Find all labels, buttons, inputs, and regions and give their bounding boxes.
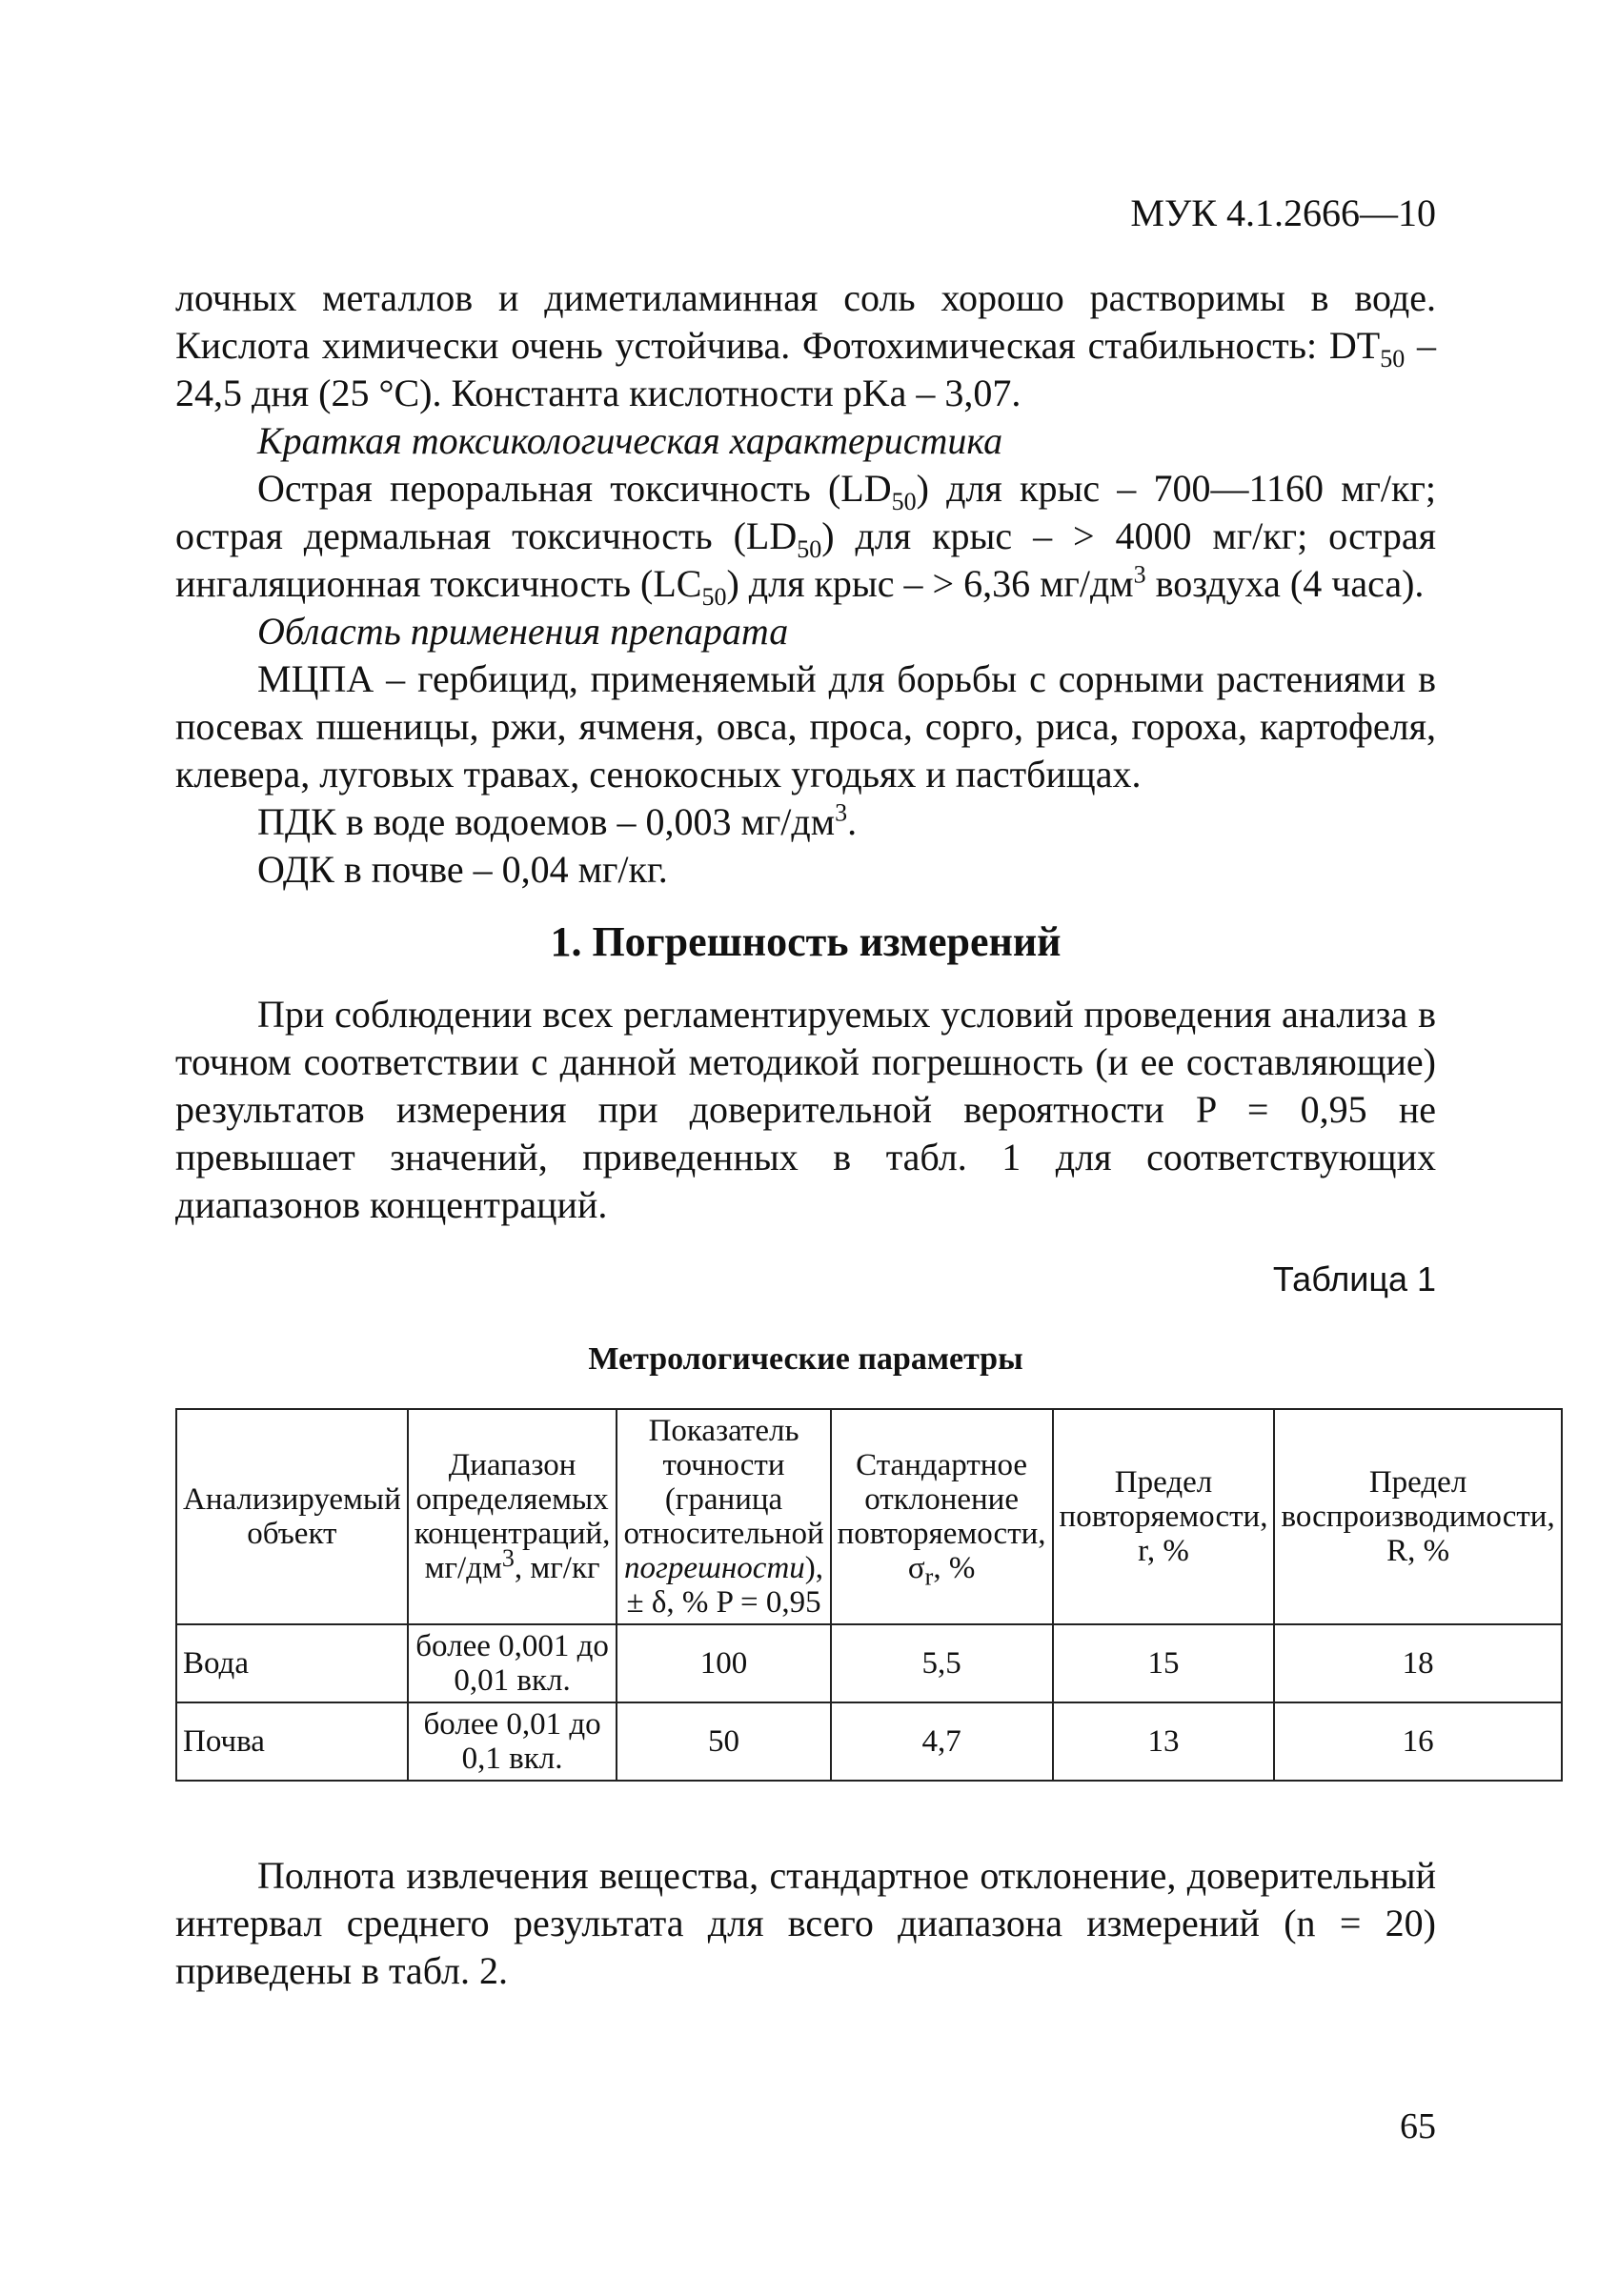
table-header-row <box>176 1409 1562 1624</box>
cell-object: Вода <box>176 1624 408 1702</box>
cell-std-dev: 4,7 <box>831 1702 1053 1781</box>
section-heading: 1. Погрешность измерений <box>550 918 1062 965</box>
table-row <box>176 1702 1562 1781</box>
cell-range: более 0,001 до 0,01 вкл. <box>408 1624 617 1702</box>
document-code: МУК 4.1.2666—10 <box>1130 191 1436 234</box>
cell-accuracy: 50 <box>617 1702 830 1781</box>
table-title: Метрологические параметры <box>588 1341 1023 1377</box>
paragraph-scope: МЦПА – гербицид, применяемый для борьбы с сорными растениями в посевах пшеницы, ржи, ячменя, овса, проса, сорго, риса, гороха, картофеля, клевера, луговых травах, сенокосных угодьях и пастбищах. <box>175 657 1436 796</box>
cell-range: более 0,01 до 0,1 вкл. <box>408 1702 617 1781</box>
cell-std-dev: 5,5 <box>831 1624 1053 1702</box>
paragraph-odk: ОДК в почве – 0,04 мг/кг. <box>257 848 668 891</box>
cell-repeatability: 13 <box>1053 1702 1275 1781</box>
paragraph-extraction: Полнота извлечения вещества, стандартное отклонение, доверительный интервал среднего результата для всего диапазона измерений (n = 20) приведены в табл. 2. <box>175 1854 1436 1992</box>
page-number: 65 <box>1400 2106 1436 2146</box>
metrological-table <box>175 1408 1563 1782</box>
page-content <box>175 274 1555 1995</box>
paragraph-solubility: лочных металлов и диметиламинная соль хорошо растворимы в воде. Кислота химически очень устойчива. Фотохимическая стабильность: $DT_{50} - 24,5$ дня (25 °С). Константа кислотности pKa – 3,07. <box>175 276 1436 414</box>
paragraph-measurement-error: При соблюдении всех регламентируемых условий проведения анализа в точном соответствии с данной методикой погрешность (и ее составляющие) результатов измерения при доверительной вероятности P = 0,95 не превышает значений, приведенных в табл. 1 для соответствующих диапазонов концентраций. <box>175 993 1436 1226</box>
table-label: Таблица 1 <box>1272 1259 1436 1299</box>
header-std-dev: Стандартное отклонение повторяемости, $\sigma_r$, % <box>831 1409 1053 1624</box>
header-range: Диапазон определяемых концентраций, $мг/дм^3$, мг/кг <box>408 1409 617 1624</box>
paragraph-pdk: ПДК в воде водоемов – 0,003 $мг/дм^3$. <box>257 798 858 843</box>
cell-repeatability: 15 <box>1053 1624 1275 1702</box>
header-reproducibility: Предел воспроизводимости, R, % <box>1274 1409 1561 1624</box>
toxicology-heading: Краткая токсикологическая характеристика <box>257 419 1003 462</box>
scope-heading: Область применения препарата <box>257 610 789 653</box>
paragraph-toxicity: Острая пероральная токсичность $(LD_{50})$ для крыс – 700—1160 мг/кг; острая дермальная токсичность $(LD_{50})$ для крыс – > 4000 мг/кг; острая ингаляционная токсичность $(LC_{50})$ для крыс – > 6,36 $мг/дм^3$ воздуха (4 часа). <box>175 467 1436 611</box>
header-repeatability: Предел повторяемости, r, % <box>1053 1409 1275 1624</box>
cell-reproducibility: 16 <box>1274 1702 1561 1781</box>
cell-accuracy: 100 <box>617 1624 830 1702</box>
cell-object: Почва <box>176 1702 408 1781</box>
cell-reproducibility: 18 <box>1274 1624 1561 1702</box>
header-accuracy: Показатель точности (граница относительной погрешности), ± δ, % P = 0,95 <box>617 1409 830 1624</box>
table-row <box>176 1624 1562 1702</box>
header-object: Анализируемый объект <box>176 1409 408 1624</box>
